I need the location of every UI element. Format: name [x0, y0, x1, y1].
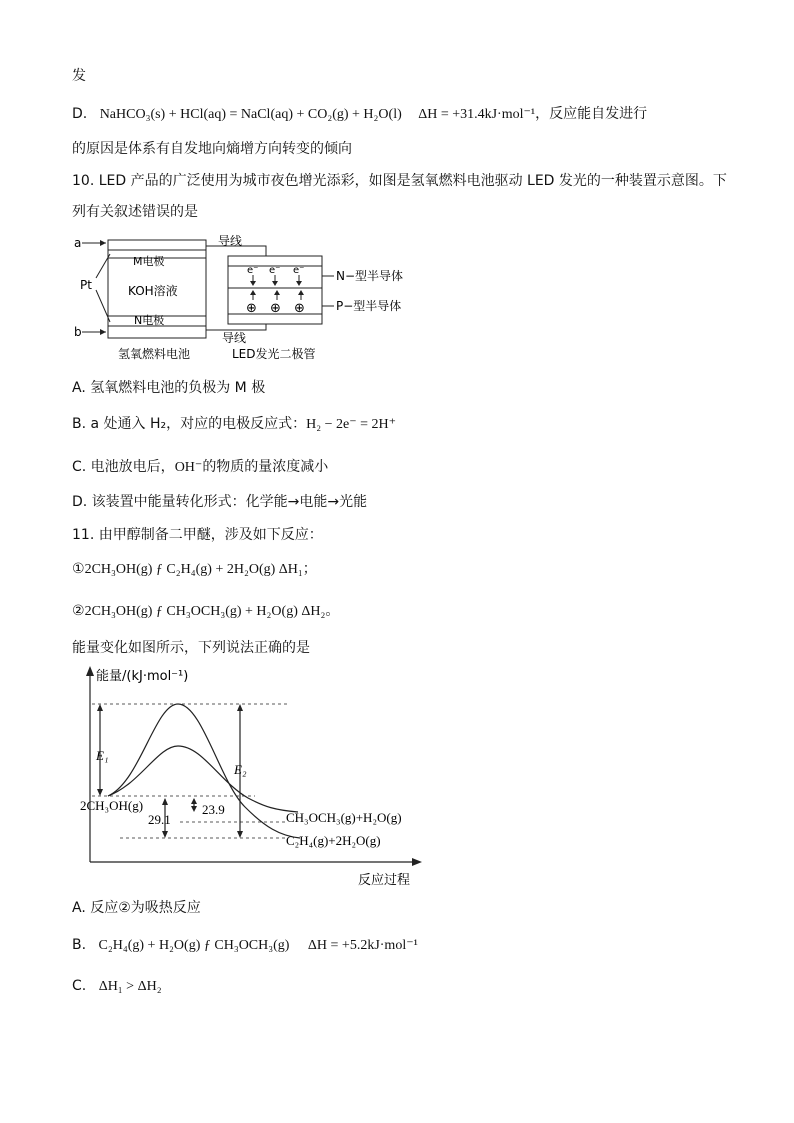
- label-m-electrode: M电极: [133, 255, 165, 268]
- text-line: 的原因是体系有自发地向熵增方向转变的倾向: [72, 141, 352, 157]
- text: 的物质的量浓度减小: [202, 459, 329, 475]
- text-line: 发: [72, 68, 86, 84]
- option-b: [72, 414, 396, 435]
- electron-label: e⁻: [293, 265, 305, 276]
- question-10-stem: 10. LED 产品的广泛使用为城市夜色增光添彩，如图是氢氧燃料电池驱动 LED 发光的一种装置示意图。下: [72, 173, 727, 189]
- option-c: [72, 457, 328, 478]
- caption-fuel-cell: 氢氧燃料电池: [118, 347, 191, 361]
- enthalpy: ΔH = +5.2kJ·mol⁻¹: [307, 938, 418, 953]
- ion: OH⁻: [174, 460, 203, 475]
- label-n-type: N−型半导体: [336, 269, 404, 283]
- option-label: D.: [72, 106, 88, 122]
- hole-symbol: ⊕: [246, 301, 257, 316]
- label-pt: Pt: [80, 278, 92, 292]
- electron-label: e⁻: [269, 265, 281, 276]
- label-wire-top: 导线: [218, 234, 243, 248]
- option-a: A. 氢氧燃料电池的负极为 M 极: [72, 380, 266, 396]
- reaction-2: [72, 601, 339, 622]
- text: C. 电池放电后，: [72, 459, 175, 475]
- text: B. a 处通入 H₂，对应的电极反应式：: [72, 416, 307, 432]
- e1-label: E₁: [96, 748, 109, 763]
- label-p-type: P−型半导体: [336, 299, 402, 313]
- equation: C₂H₄(g) + H₂O(g) ƒ CH₃OCH₃(g): [98, 938, 290, 953]
- option-c: [72, 976, 162, 997]
- hole-symbol: ⊕: [294, 301, 305, 316]
- caption-led: LED发光二极管: [232, 347, 316, 361]
- text: ，反应能自发进行: [535, 106, 648, 122]
- electron-label: e⁻: [247, 265, 259, 276]
- circled-number: ①: [72, 561, 85, 577]
- equation: 2CH₃OH(g) ƒ CH₃OCH₃(g) + H₂O(g) ΔH₂。: [84, 604, 340, 619]
- question-11-stem: 11. 由甲醇制备二甲醚，涉及如下反应：: [72, 527, 323, 543]
- equation: 2CH₃OH(g) ƒ C₂H₄(g) + 2H₂O(g) ΔH₁；: [84, 562, 317, 577]
- fuel-cell-figure: [70, 232, 430, 370]
- circled-number: ②: [72, 603, 85, 619]
- enthalpy: ΔH = +31.4kJ·mol⁻¹: [418, 107, 536, 122]
- option-d-line: [72, 104, 647, 125]
- hole-symbol: ⊕: [270, 301, 281, 316]
- option-d: D. 该装置中能量转化形式：化学能→电能→光能: [72, 494, 368, 510]
- question-11-prompt: 能量变化如图所示，下列说法正确的是: [72, 640, 310, 656]
- value-23-9: 23.9: [202, 802, 225, 817]
- product2-label: C₂H₄(g)+2H₂O(g): [286, 833, 381, 848]
- option-b: [72, 935, 418, 956]
- value-29-1: 29.1: [148, 812, 171, 827]
- option-label: B.: [72, 937, 87, 953]
- energy-diagram: [70, 662, 430, 890]
- reactant-label: 2CH₃OH(g): [80, 798, 144, 813]
- x-axis-label: 反应过程: [358, 873, 411, 888]
- equation: NaHCO₃(s) + HCl(aq) = NaCl(aq) + CO₂(g) + H₂O(l): [99, 107, 402, 122]
- option-label: C.: [72, 978, 87, 994]
- option-a: A. 反应②为吸热反应: [72, 900, 201, 916]
- label-a: a: [74, 236, 82, 250]
- label-b: b: [74, 325, 82, 339]
- equation: ΔH₁ > ΔH₂: [98, 979, 162, 994]
- reaction-1: [72, 559, 317, 580]
- product1-label: CH₃OCH₃(g)+H₂O(g): [286, 810, 402, 825]
- label-koh: KOH溶液: [128, 284, 178, 298]
- equation: H₂ − 2e⁻ = 2H⁺: [306, 417, 397, 432]
- y-axis-label: 能量/(kJ·mol⁻¹): [96, 669, 189, 684]
- label-n-electrode: N电极: [134, 314, 165, 327]
- label-wire-bottom: 导线: [222, 331, 247, 345]
- e2-label: E₂: [234, 762, 247, 777]
- question-10-stem-cont: 列有关叙述错误的是: [72, 204, 198, 220]
